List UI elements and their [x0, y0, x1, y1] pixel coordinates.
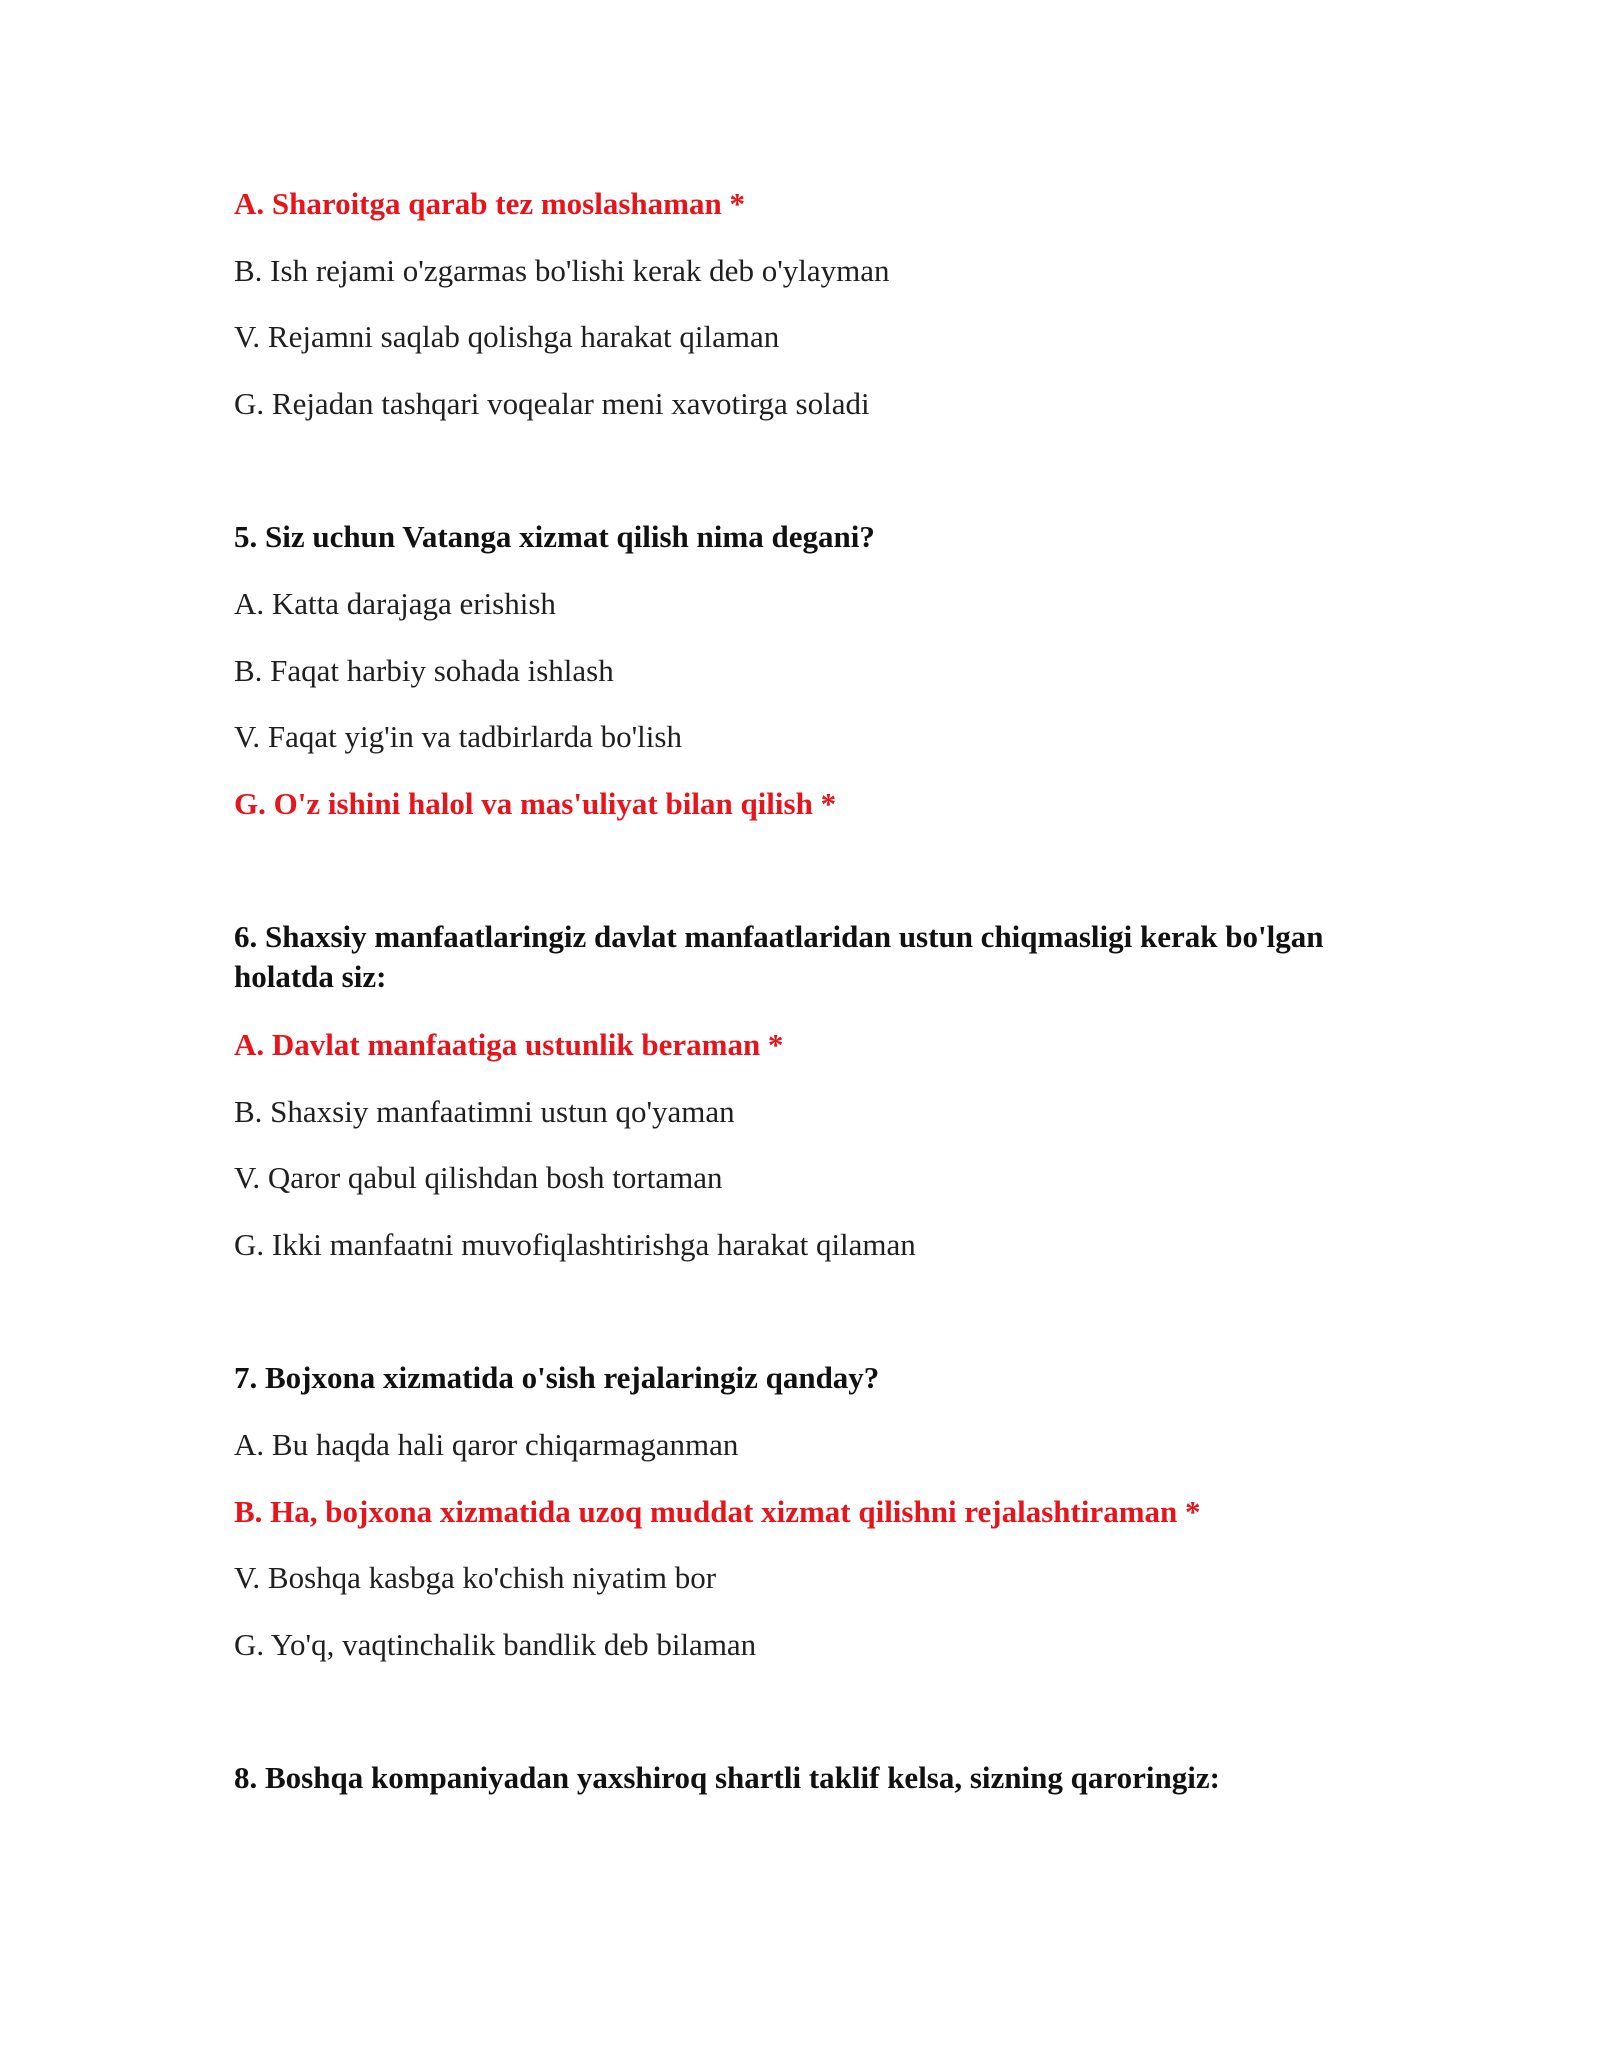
option-b: B. Faqat harbiy sohada ishlash: [234, 653, 614, 688]
option-b: B. Ish rejami o'zgarmas bo'lishi kerak deb o'ylayman: [234, 253, 890, 288]
option-v: V. Faqat yig'in va tadbirlarda bo'lish: [234, 719, 682, 754]
question-8: 8. Boshqa kompaniyadan yaxshiroq shartli taklif kelsa, sizning qaroringiz:: [234, 1760, 1220, 1795]
option-g: G. Yo'q, vaqtinchalik bandlik deb bilaman: [234, 1627, 757, 1662]
question-7: 7. Bojxona xizmatida o'sish rejalaringiz qanday?: [234, 1360, 880, 1395]
option-a: A. Katta darajaga erishish: [234, 586, 556, 621]
question-6: 6. Shaxsiy manfaatlaringiz davlat manfaatlaridan ustun chiqmasligi kerak bo'lgan holatda siz:: [234, 919, 1324, 994]
option-b: B. Shaxsiy manfaatimni ustun qo'yaman: [234, 1094, 735, 1129]
option-b-correct: B. Ha, bojxona xizmatida uzoq muddat xizmat qilishni rejalashtiraman *: [234, 1494, 1201, 1529]
option-a-correct: A. Sharoitga qarab tez moslashaman *: [234, 186, 745, 221]
option-a: A. Bu haqda hali qaror chiqarmaganman: [234, 1427, 739, 1462]
option-v: V. Qaror qabul qilishdan bosh tortaman: [234, 1160, 723, 1195]
question-5: 5. Siz uchun Vatanga xizmat qilish nima degani?: [234, 519, 875, 554]
option-g-correct: G. O'z ishini halol va mas'uliyat bilan qilish *: [234, 786, 837, 821]
option-v: V. Rejamni saqlab qolishga harakat qilaman: [234, 319, 780, 354]
option-a-correct: A. Davlat manfaatiga ustunlik beraman *: [234, 1027, 784, 1062]
option-g: G. Ikki manfaatni muvofiqlashtirishga harakat qilaman: [234, 1227, 916, 1262]
option-v: V. Boshqa kasbga ko'chish niyatim bor: [234, 1560, 717, 1595]
option-g: G. Rejadan tashqari voqealar meni xavotirga soladi: [234, 386, 870, 421]
